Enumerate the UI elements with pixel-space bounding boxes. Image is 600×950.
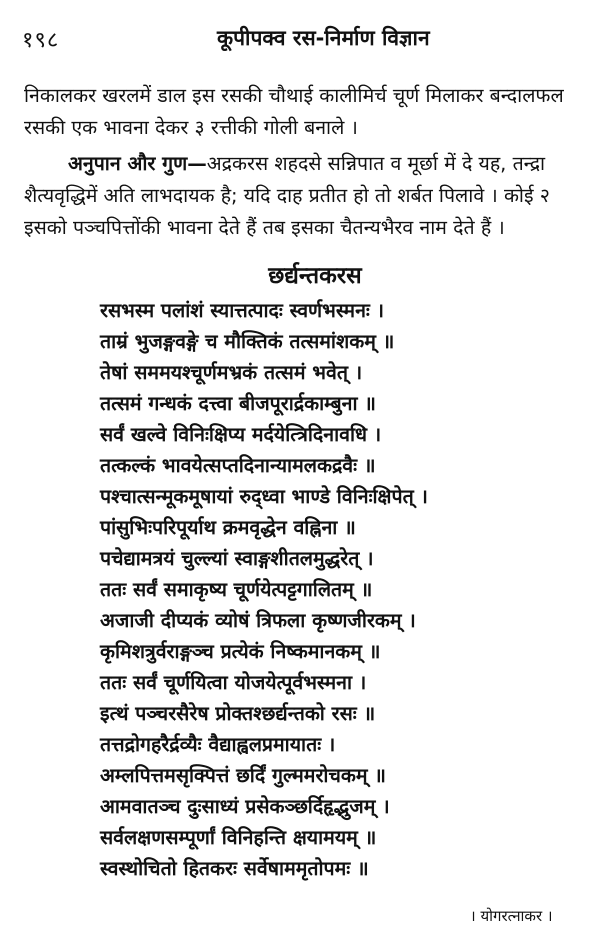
verse-line: पश्चात्सन्मूकमूषायां रुद्ध्वा भाण्डे विनिःक्षिपेत् । bbox=[100, 485, 428, 508]
verse-line: कृमिशत्रुर्वराङ्गञ्च प्रत्येकं निष्कमानकम् ॥ bbox=[100, 640, 381, 663]
anupan-guna-lead: अनुपान और गुण— bbox=[68, 152, 207, 175]
page-number: १९८ bbox=[22, 28, 60, 53]
paragraph-2 bbox=[24, 148, 584, 244]
verse-line: सर्वं खल्वे विनिःक्षिप्य मर्दयेत्त्रिदिनावधि । bbox=[100, 423, 382, 446]
verse-line: पांसुभिःपरिपूर्याथ क्रमवृद्धेन वह्निना ॥ bbox=[100, 516, 356, 539]
verse-line: ततः सर्वं समाकृष्य चूर्णयेत्पट्टगालितम् ॥ bbox=[100, 578, 373, 601]
verse-line: ततः सर्वं चूर्णयित्वा योजयेत्पूर्वभस्मना । bbox=[100, 671, 367, 694]
verse-line: आमवातञ्च दुःसाध्यं प्रसेकञ्छर्दिहृद्भुजम् । bbox=[100, 795, 390, 818]
verse-line: तत्तद्रोगहरैर्द्रव्यैः वैद्याह्वलप्रमायातः । bbox=[100, 733, 336, 756]
paragraph-1 bbox=[24, 80, 584, 144]
verse-line: रसभस्म पलांशं स्यात्तत्पादः स्वर्णभस्मनः । bbox=[100, 299, 385, 322]
verse-line: सर्वलक्षणसम्पूर्णां विनिहन्ति क्षयामयम् ॥ bbox=[100, 826, 377, 849]
verse-block bbox=[100, 295, 500, 884]
verse-line: पचेद्यामत्रयं चुल्ल्यां स्वाङ्गशीतलमुद्धरेत् । bbox=[100, 547, 374, 570]
section-heading: छर्द्यन्तकरस bbox=[268, 263, 362, 289]
source-note: । योगरत्नाकर । bbox=[470, 907, 553, 925]
verse-line: ताम्रं भुजङ्गवङ्गे च मौक्तिकं तत्समांशकम् ॥ bbox=[100, 330, 395, 353]
verse-line: इत्थं पञ्चरसैरेष प्रोक्तश्छर्द्यन्तको रसः ॥ bbox=[100, 702, 376, 725]
verse-line: तेषां सममयश्चूर्णमभ्रकं तत्समं भवेत् । bbox=[100, 361, 363, 384]
verse-line: अम्लपित्तमसृक्पित्तं छर्दिं गुल्ममरोचकम् ॥ bbox=[100, 764, 386, 787]
verse-line: अजाजी दीप्यकं व्योषं त्रिफला कृष्णजीरकम् । bbox=[100, 609, 416, 632]
verse-line: स्वस्थोचितो हितकरः सर्वेषाममृतोपमः ॥ bbox=[100, 857, 369, 880]
paragraph-1-text: निकालकर खरलमें डाल इस रसकी चौथाई कालीमिर्च चूर्ण मिलाकर बन्दालफल रसकी एक भावना देकर ३ रत्तीकी गोली बनाले । bbox=[24, 84, 564, 139]
verse-line: तत्कल्कं भावयेत्सप्तदिनान्यामलकद्रवैः ॥ bbox=[100, 454, 376, 477]
running-title: कूपीपक्व रस-निर्माण विज्ञान bbox=[217, 26, 430, 50]
verse-line: तत्समं गन्धकं दत्त्वा बीजपूरार्द्रकाम्बुना ॥ bbox=[100, 392, 376, 415]
paragraph-2-text: अद्रकरस शहदसे सन्निपात व मूर्छा में दे यह, तन्द्रा शैत्यवृद्धिमें अति लाभदायक है; यदि दाह प्रतीत हो तो शर्बत पिलावे । कोई २ इसको पञ्चपित्तोंकी भावना देते हैं तब इसका चैतन्यभैरव नाम देते हैं । bbox=[24, 152, 550, 239]
header-rule bbox=[22, 62, 578, 63]
page-header bbox=[22, 22, 578, 58]
